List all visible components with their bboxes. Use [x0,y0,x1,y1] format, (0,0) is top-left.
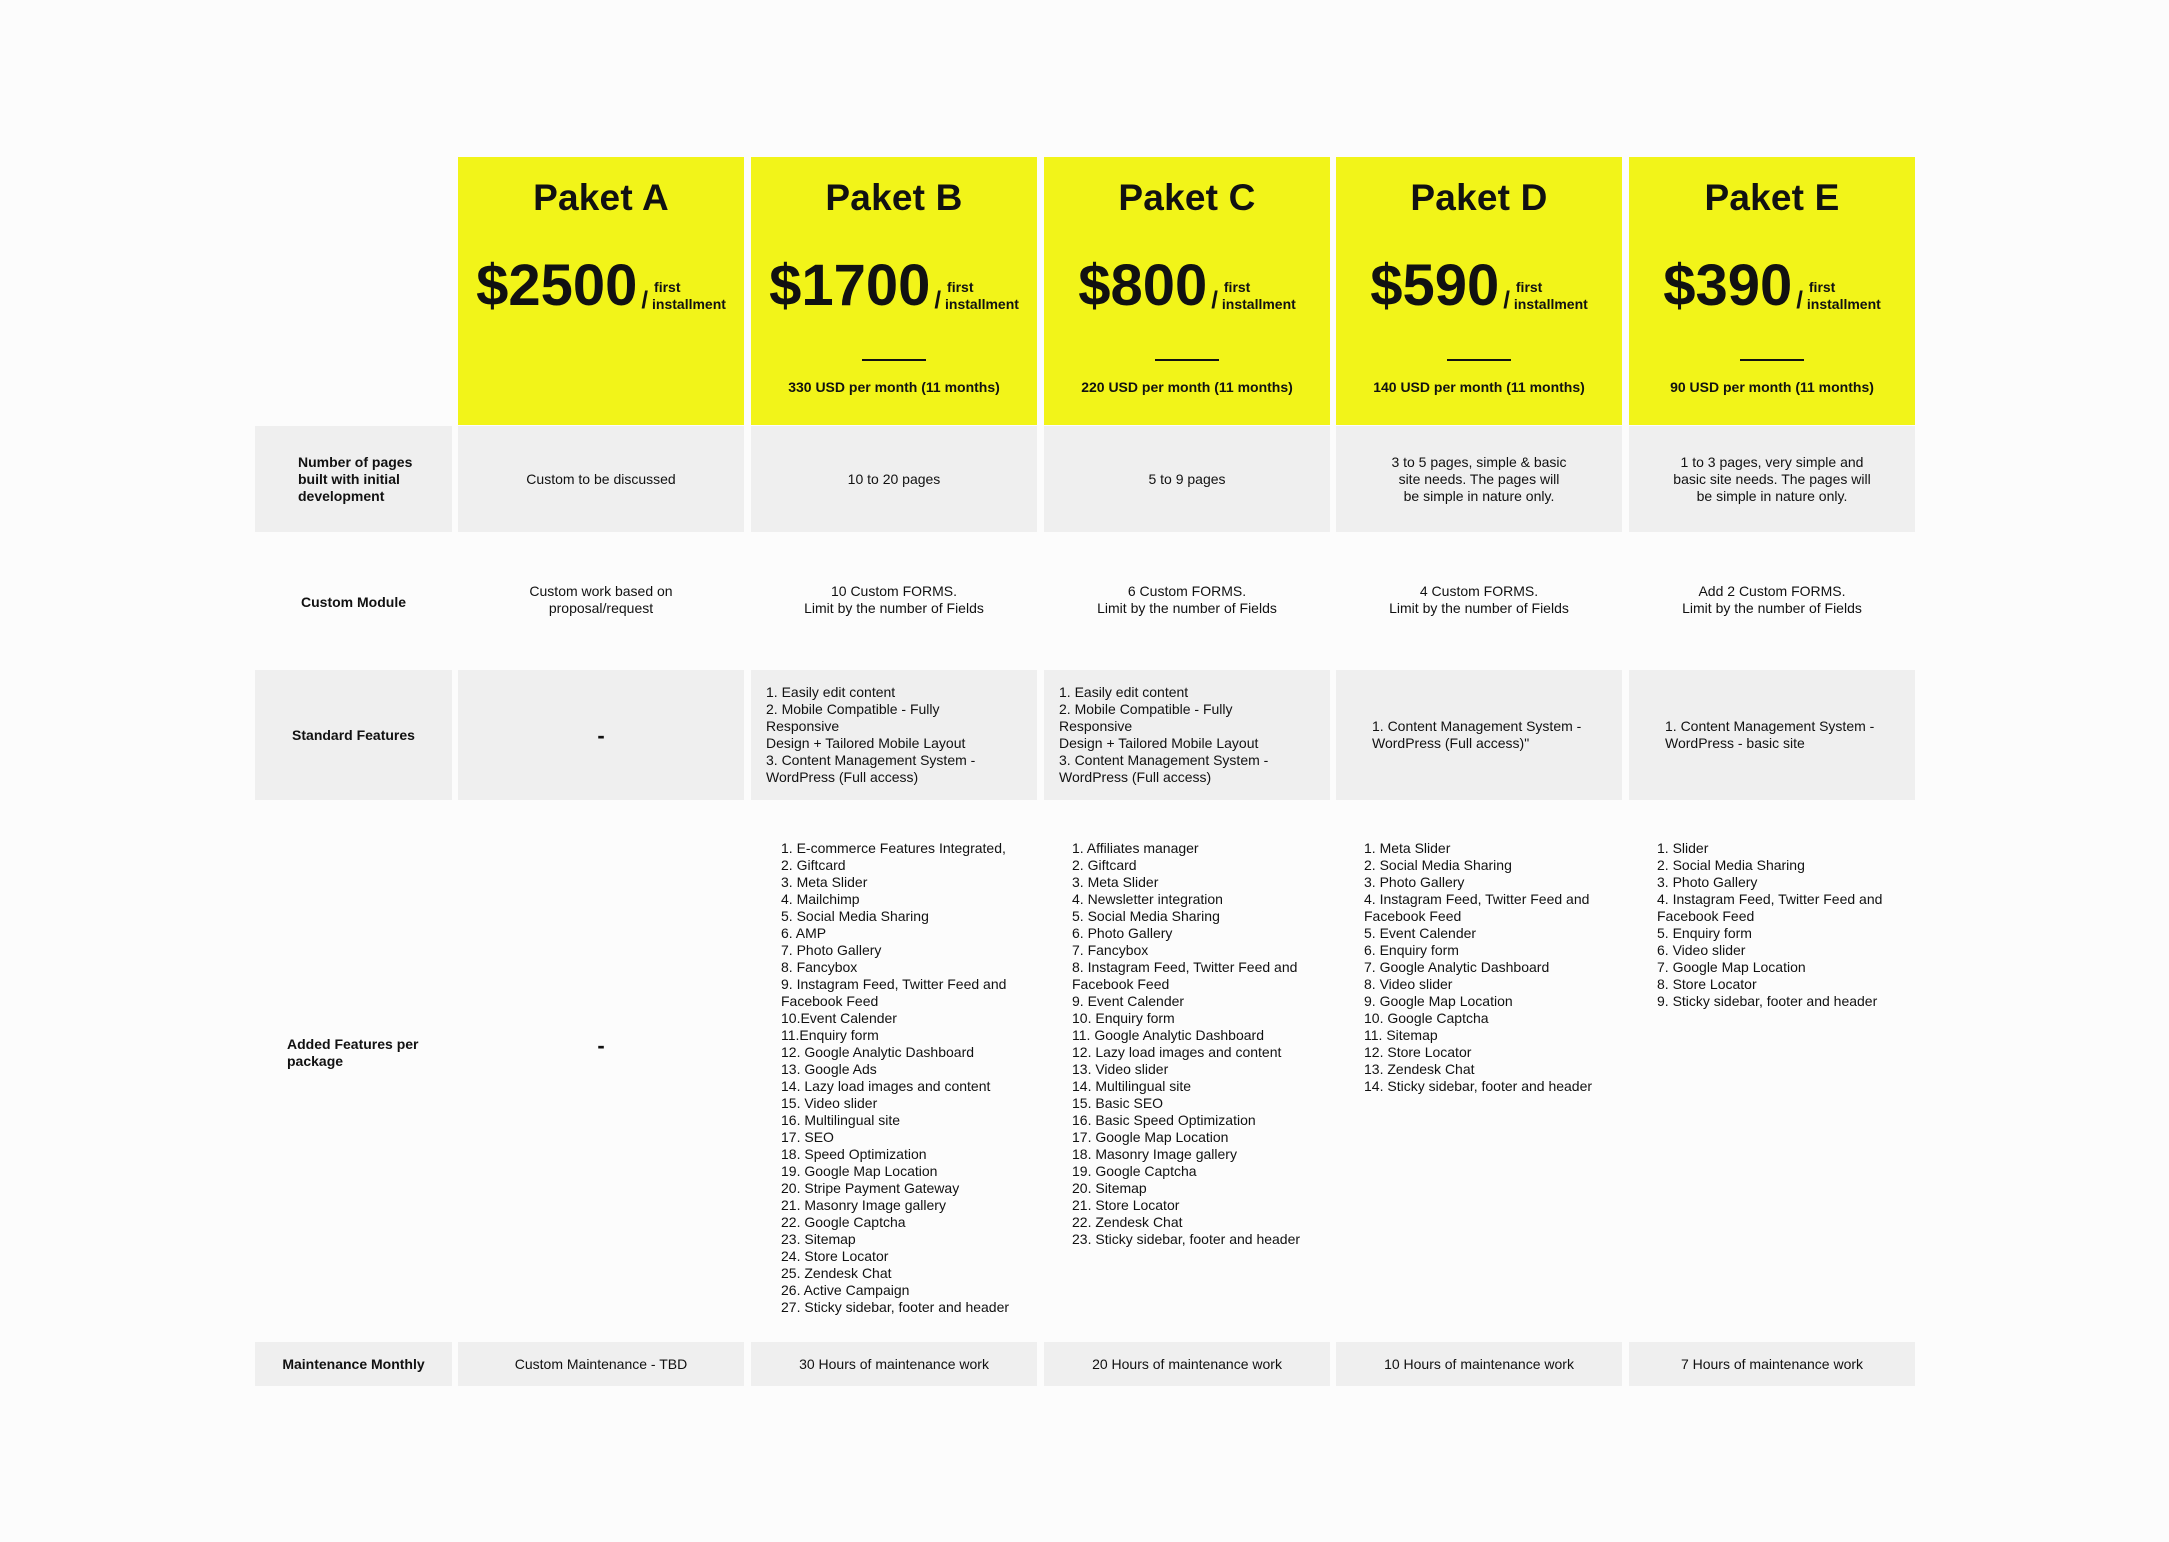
feature-item: 1. Slider [1657,840,1709,856]
maintenance-cell-e: 7 Hours of maintenance work [1629,1342,1915,1386]
feature-item: 5. Social Media Sharing [1072,908,1220,924]
feature-item: 6. AMP [781,925,827,941]
feature-item: 8. Store Locator [1657,976,1757,992]
pages-cell-b: 10 to 20 pages [751,426,1037,532]
package-name: Paket B [825,177,963,218]
package-header-a [458,157,744,425]
added-list-d [1336,840,1622,1095]
divider [1447,359,1511,361]
installment-first: first [1808,279,1836,295]
feature-item: 8. Fancybox [781,959,858,975]
feature-item: 2. Giftcard [1072,857,1137,873]
divider [1155,359,1219,361]
feature-item: 6. Photo Gallery [1072,925,1173,941]
standard-cell-d: 1. Content Management System - WordPress (Full access)" [1336,670,1622,800]
feature-item: 4. Instagram Feed, Twitter Feed and [1364,891,1590,907]
installment-word: installment [945,296,1019,312]
feature-item: 14. Sticky sidebar, footer and header [1364,1078,1593,1094]
feature-item: 6. Enquiry form [1364,942,1459,958]
feature-item: 23. Sitemap [781,1231,856,1247]
feature-item: 9. Instagram Feed, Twitter Feed and [781,976,1007,992]
added-list-e [1629,840,1915,1010]
price-slash: / [641,287,649,314]
divider [862,359,926,361]
price-slash: / [934,287,942,314]
feature-item: 13. Google Ads [781,1061,877,1077]
feature-item: 4. Instagram Feed, Twitter Feed and [1657,891,1883,907]
feature-item: 11.Enquiry form [781,1027,879,1043]
price-slash: / [1211,287,1218,314]
feature-item: 7. Google Map Location [1657,959,1806,975]
package-price-block [458,253,744,318]
package-price: $800 [1078,253,1208,318]
feature-item: Facebook Feed [781,993,879,1009]
feature-item: 8. Instagram Feed, Twitter Feed and [1072,959,1298,975]
row-label-module: Custom Module [301,594,406,610]
feature-item: 27. Sticky sidebar, footer and header [781,1299,1010,1315]
feature-item: 5. Social Media Sharing [781,908,929,924]
feature-item: 7. Fancybox [1072,942,1149,958]
feature-item: 16. Basic Speed Optimization [1072,1112,1256,1128]
row-label-text: Number of pages built with initial development [298,453,413,504]
feature-item: Facebook Feed [1072,976,1170,992]
feature-item: 16. Multilingual site [781,1112,901,1128]
maintenance-cell-d: 10 Hours of maintenance work [1336,1342,1622,1386]
installment-first: first [1515,279,1543,295]
monthly-price: 90 USD per month (11 months) [1670,379,1874,395]
row-label-standard: Standard Features [255,670,452,800]
package-price-block [1336,253,1622,318]
feature-item: 19. Google Map Location [781,1163,938,1179]
feature-item: 10.Event Calender [781,1010,897,1026]
pages-cell-a: Custom to be discussed [458,426,744,532]
feature-item: 22. Google Captcha [781,1214,906,1230]
monthly-price: 220 USD per month (11 months) [1081,379,1293,395]
feature-item: 21. Store Locator [1072,1197,1180,1213]
standard-cell-a: - [458,670,744,800]
standard-cell-e: 1. Content Management System - WordPress - basic site [1629,670,1915,800]
feature-item: 20. Stripe Payment Gateway [781,1180,960,1196]
feature-item: 24. Store Locator [781,1248,889,1264]
package-price: $2500 [476,253,638,318]
feature-item: 5. Enquiry form [1657,925,1752,941]
module-cell-d: 4 Custom FORMS. Limit by the number of Fields [1389,583,1569,616]
feature-item: 6. Video slider [1657,942,1746,958]
row-label-added: Added Features per package [287,1035,419,1069]
package-price-block [1629,253,1915,318]
pages-cell-d: 3 to 5 pages, simple & basic site needs. The pages will be simple in nature only. [1336,426,1622,532]
package-price: $390 [1663,253,1793,318]
price-slash: / [1503,287,1510,314]
feature-item: 9. Google Map Location [1364,993,1513,1009]
package-header-d [1336,157,1622,425]
module-cell-a: Custom work based on proposal/request [529,583,673,616]
package-name: Paket C [1118,177,1256,218]
package-price: $1700 [769,253,931,318]
feature-item: 7. Google Analytic Dashboard [1364,959,1550,975]
feature-item: 3. Meta Slider [1072,874,1159,890]
feature-item: 18. Masonry Image gallery [1072,1146,1237,1162]
package-price: $590 [1370,253,1500,318]
added-list-c [1044,840,1330,1248]
installment-note [1514,279,1588,313]
feature-item: 1. E-commerce Features Integrated, [781,840,1006,856]
feature-item: 26. Active Campaign [781,1282,910,1298]
maintenance-cell-a: Custom Maintenance - TBD [458,1342,744,1386]
feature-item: 25. Zendesk Chat [781,1265,892,1281]
feature-item: 19. Google Captcha [1072,1163,1197,1179]
feature-item: 7. Photo Gallery [781,942,882,958]
feature-item: 3. Meta Slider [781,874,868,890]
module-cell-c: 6 Custom FORMS. Limit by the number of Fields [1097,583,1277,616]
feature-item: 13. Video slider [1072,1061,1169,1077]
feature-item: 4. Mailchimp [781,891,860,907]
feature-item: 3. Photo Gallery [1657,874,1758,890]
feature-item: 2. Giftcard [781,857,846,873]
installment-word: installment [652,296,726,312]
added-cell-a: - [597,1032,605,1058]
feature-item: 12. Lazy load images and content [1072,1044,1282,1060]
feature-item: 2. Social Media Sharing [1657,857,1805,873]
feature-item: 14. Lazy load images and content [781,1078,991,1094]
feature-item: Facebook Feed [1657,908,1755,924]
feature-item: 9. Sticky sidebar, footer and header [1657,993,1878,1009]
feature-item: 14. Multilingual site [1072,1078,1192,1094]
installment-note [1807,279,1881,313]
feature-item: 23. Sticky sidebar, footer and header [1072,1231,1301,1247]
package-name: Paket A [533,177,669,218]
installment-note [945,279,1019,313]
feature-item: 9. Event Calender [1072,993,1185,1009]
feature-item: 17. Google Map Location [1072,1129,1229,1145]
feature-item: 10. Google Captcha [1364,1010,1489,1026]
feature-item: 11. Google Analytic Dashboard [1072,1027,1264,1043]
feature-item: 13. Zendesk Chat [1364,1061,1475,1077]
installment-note [1222,279,1296,313]
feature-item: 22. Zendesk Chat [1072,1214,1183,1230]
feature-item: 15. Basic SEO [1072,1095,1164,1111]
price-slash: / [1796,287,1803,314]
row-label-pages [255,426,452,532]
maintenance-cell-b: 30 Hours of maintenance work [751,1342,1037,1386]
installment-word: installment [1513,296,1588,312]
module-cell-b: 10 Custom FORMS. Limit by the number of Fields [804,583,984,616]
feature-item: 3. Photo Gallery [1364,874,1465,890]
package-name: Paket E [1704,177,1840,218]
divider [1740,359,1804,361]
feature-item: 11. Sitemap [1364,1027,1438,1043]
feature-item: 20. Sitemap [1072,1180,1147,1196]
added-list-b [751,840,1037,1316]
feature-item: 2. Social Media Sharing [1364,857,1512,873]
row-label-maintenance: Maintenance Monthly [255,1342,452,1386]
pages-cell-c: 5 to 9 pages [1044,426,1330,532]
feature-item: Facebook Feed [1364,908,1462,924]
feature-item: 1. Affiliates manager [1072,840,1199,856]
installment-word: installment [1806,296,1881,312]
package-header-c [1044,157,1330,425]
feature-item: 4. Newsletter integration [1072,891,1223,907]
feature-item: 15. Video slider [781,1095,878,1111]
feature-item: 12. Google Analytic Dashboard [781,1044,975,1060]
feature-item: 10. Enquiry form [1072,1010,1175,1026]
feature-item: 5. Event Calender [1364,925,1477,941]
feature-item: 1. Meta Slider [1364,840,1451,856]
maintenance-cell-c: 20 Hours of maintenance work [1044,1342,1330,1386]
monthly-price: 330 USD per month (11 months) [788,379,1000,395]
package-header-e [1629,157,1915,425]
feature-item: 17. SEO [781,1129,834,1145]
installment-first: first [947,279,974,295]
installment-first: first [1223,279,1251,295]
feature-item: 8. Video slider [1364,976,1453,992]
package-price-block [1044,253,1330,318]
feature-item: 21. Masonry Image gallery [781,1197,946,1213]
pages-cell-e: 1 to 3 pages, very simple and basic site needs. The pages will be simple in nature only. [1629,426,1915,532]
package-name: Paket D [1410,177,1548,218]
standard-cell-c: 1. Easily edit content 2. Mobile Compatible - Fully Responsive Design + Tailored Mobile Layout 3. Content Management System - WordPress (Full access) [1044,670,1330,800]
feature-item: 12. Store Locator [1364,1044,1472,1060]
package-price-block [751,253,1037,318]
package-header-b [751,157,1037,425]
feature-item: 18. Speed Optimization [781,1146,927,1162]
installment-word: installment [1221,296,1296,312]
installment-first: first [654,279,681,295]
standard-cell-b: 1. Easily edit content 2. Mobile Compatible - Fully Responsive Design + Tailored Mobile Layout 3. Content Management System - WordPress (Full access) [751,670,1037,800]
installment-note [652,279,726,313]
monthly-price: 140 USD per month (11 months) [1373,379,1585,395]
module-cell-e: Add 2 Custom FORMS. Limit by the number of Fields [1682,583,1862,616]
